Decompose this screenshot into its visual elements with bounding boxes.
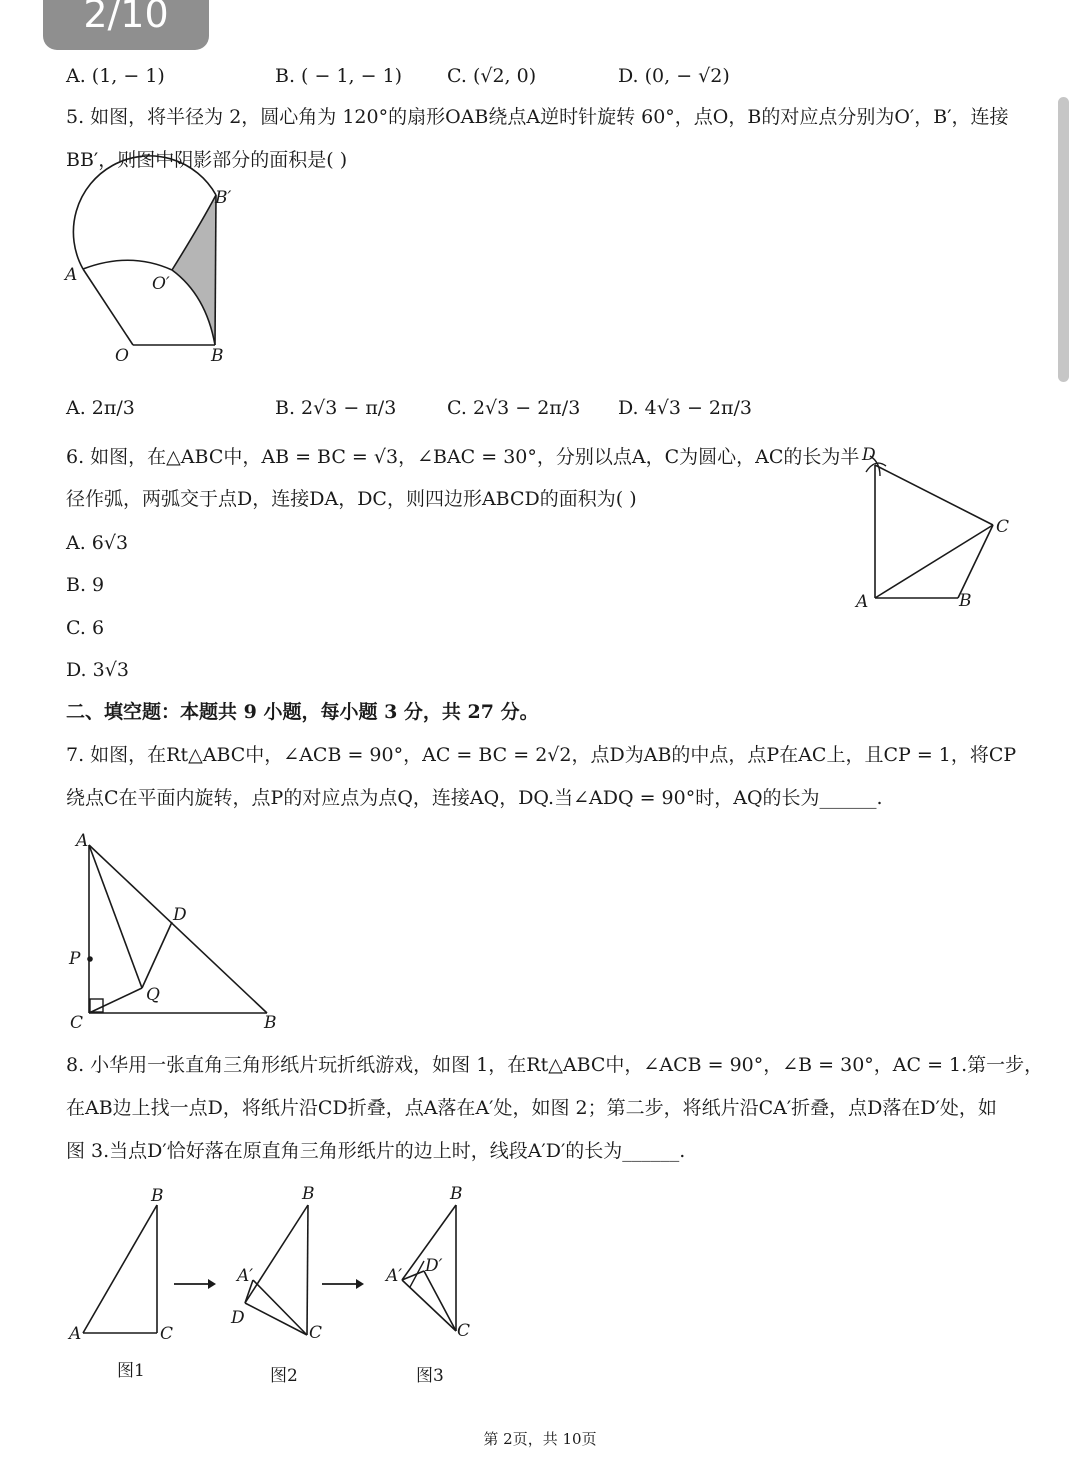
scrollbar[interactable] (1058, 97, 1069, 382)
q4-option-d: D. (0, − √2) (618, 65, 730, 87)
q8-text-line2: 在AB边上找一点D，将纸片沿CD折叠，点A落在A′处，如图 2；第二步，将纸片沿CA′折叠，点D落在D′处，如 (66, 1097, 997, 1119)
q5-text-line1: 5. 如图，将半径为 2，圆心角为 120°的扇形OAB绕点A逆时针旋转 60°，点O，B的对应点分别为O′，B′，连接 (66, 106, 1009, 128)
q8-fig3-label-d-prime: D′ (425, 1256, 443, 1276)
q8-fig3-caption: 图3 (416, 1366, 444, 1386)
q5-option-c: C. 2√3 − 2π/3 (447, 397, 581, 419)
q4-option-b: B. ( − 1, − 1) (275, 65, 403, 87)
q5-option-d: D. 4√3 − 2π/3 (618, 397, 752, 419)
q8-fig1-label-a: A (69, 1324, 82, 1344)
q7-label-b: B (264, 1013, 277, 1033)
arrow-right-icon (320, 1276, 365, 1292)
q8-fig2-label-d: D (231, 1308, 245, 1328)
q8-fig3-label-a-prime: A′ (386, 1266, 403, 1286)
q7-label-a: A (76, 831, 89, 851)
q7-label-d: D (173, 905, 187, 925)
arrow-right-icon (172, 1276, 217, 1292)
q7-label-p: P (69, 949, 81, 969)
q5-text-line2: BB′，则图中阴影部分的面积是( ) (66, 149, 348, 171)
q7-text-line1: 7. 如图，在Rt△ABC中，∠ACB = 90°，AC = BC = 2√2，点D为AB的中点，点P在AC上，且CP = 1，将CP (66, 744, 1017, 766)
q8-text-line1: 8. 小华用一张直角三角形纸片玩折纸游戏，如图 1，在Rt△ABC中，∠ACB = 90°，∠B = 30°，AC = 1.第一步， (66, 1054, 1044, 1076)
q6-option-b: B. 9 (66, 574, 105, 596)
q6-label-b: B (959, 591, 972, 611)
q8-fig3-label-c: C (457, 1321, 471, 1341)
q6-label-c: C (996, 517, 1010, 537)
q7-figure (60, 828, 290, 1038)
q8-fig3-label-b: B (450, 1184, 463, 1204)
q6-label-d: D (862, 445, 876, 465)
q5-label-o: O (115, 346, 129, 366)
q8-fig1-label-b: B (151, 1186, 164, 1206)
q8-fig1-caption: 图1 (117, 1361, 145, 1381)
q8-figure-3 (380, 1183, 500, 1393)
q8-fig1-label-c: C (160, 1324, 174, 1344)
q4-option-c: C. (√2, 0) (447, 65, 537, 87)
q6-figure (850, 440, 1030, 615)
q5-label-o-prime: O′ (152, 274, 170, 294)
q5-option-b: B. 2√3 − π/3 (275, 397, 397, 419)
section-heading: 二、填空题：本题共 9 小题，每小题 3 分，共 27 分。 (66, 701, 539, 723)
q7-text-line2: 绕点C在平面内旋转，点P的对应点为点Q，连接AQ，DQ.当∠ADQ = 90°时，AQ的长为______. (66, 787, 883, 809)
q6-option-a: A. 6√3 (66, 532, 129, 554)
q7-label-q: Q (146, 985, 160, 1005)
q5-figure (60, 185, 250, 370)
q5-label-b: B (211, 346, 224, 366)
page-indicator: 2/10 (43, 0, 209, 50)
q6-option-c: C. 6 (66, 617, 105, 639)
q5-label-a: A (65, 265, 78, 285)
q5-option-a: A. 2π/3 (66, 397, 135, 419)
q5-label-b-prime: B′ (215, 188, 232, 208)
q6-text-line2: 径作弧，两弧交于点D，连接DA，DC，则四边形ABCD的面积为( ) (66, 488, 637, 510)
page-footer: 第 2页，共 10页 (483, 1430, 597, 1448)
q6-option-d: D. 3√3 (66, 659, 129, 681)
q8-fig2-label-b: B (302, 1184, 315, 1204)
q8-fig2-label-a-prime: A′ (237, 1266, 254, 1286)
q6-label-a: A (856, 592, 869, 612)
q6-text-line1: 6. 如图，在△ABC中，AB = BC = √3，∠BAC = 30°，分别以点A，C为圆心，AC的长为半 (66, 446, 860, 468)
q7-label-c: C (70, 1013, 84, 1033)
q8-fig2-caption: 图2 (270, 1366, 298, 1386)
q8-fig2-label-c: C (309, 1323, 323, 1343)
q4-option-a: A. (1, − 1) (66, 65, 165, 87)
q8-text-line3: 图 3.当点D′恰好落在原直角三角形纸片的边上时，线段A′D′的长为______. (66, 1140, 686, 1162)
